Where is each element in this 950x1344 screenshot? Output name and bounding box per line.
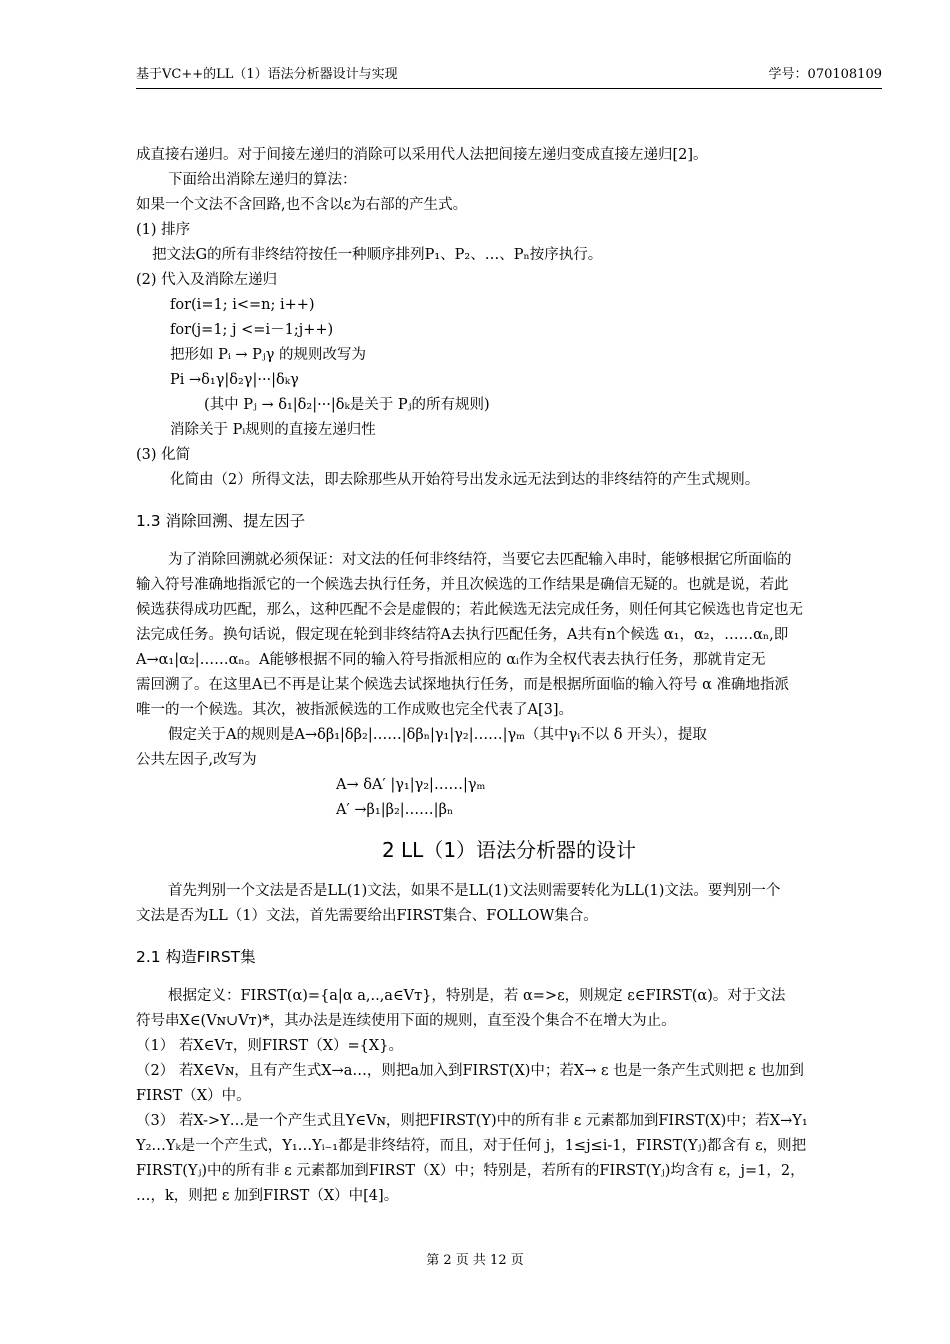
code-line: Pi →δ₁γ|δ₂γ|···|δₖγ	[170, 372, 299, 388]
page-number: 第 2 页 共 12 页	[426, 1253, 524, 1268]
equation-line: A→ δA′ |γ₁|γ₂|……|γₘ	[336, 777, 486, 793]
code-line: for(j=1; j <=i－1;j++)	[170, 322, 334, 338]
code-line: for(i=1; i<=n; i++)	[170, 297, 315, 313]
rule-line: …，k，则把 ε 加到FIRST（X）中[4]。	[136, 1188, 399, 1204]
chapter-heading-2: 2 LL（1）语法分析器的设计	[381, 838, 637, 862]
rule-line: FIRST（X）中。	[136, 1088, 251, 1104]
paragraph-line: 候选获得成功匹配，那么，这种匹配不会是虚假的；若此候选无法完成任务，则任何其它候选也肯定也无	[136, 602, 803, 618]
document-body	[136, 143, 882, 1209]
paragraph-line: 为了消除回溯就必须保证：对文法的任何非终结符，当要它去匹配输入串时，能够根据它所面临的	[168, 552, 792, 568]
paragraph-line: 符号串X∈(Vɴ∪Vᴛ)*，其办法是连续使用下面的规则，直至没个集合不在增大为止。	[136, 1013, 676, 1029]
page-header	[136, 66, 882, 89]
paragraph-line: 首先判别一个文法是否是LL(1)文法，如果不是LL(1)文法则需要转化为LL(1)文法。要判别一个	[168, 883, 781, 899]
paragraph-line: 根据定义：FIRST(α)={a|α a,..,a∈Vᴛ}，特别是，若 α=>ε，则规定 ε∈FIRST(α)。对于文法	[168, 988, 786, 1004]
text-line: 下面给出消除左递归的算法：	[168, 172, 357, 188]
text-line: 如果一个文法不含回路,也不含以ε为右部的产生式。	[136, 197, 468, 213]
rule-line: FIRST(Yⱼ)中的所有非 ε 元素都加到FIRST（X）中；特别是，若所有的FIRST(Yⱼ)均含有 ε，j=1，2，	[136, 1163, 805, 1179]
paragraph-line: 法完成任务。换句话说，假定现在轮到非终结符A去执行匹配任务，A共有n个候选 α₁，α₂，……αₙ,即	[136, 627, 789, 643]
code-line: 消除关于 Pᵢ规则的直接左递归性	[170, 422, 376, 438]
step-heading: (1) 排序	[136, 222, 191, 238]
rule-line: （1） 若X∈Vᴛ，则FIRST（X）={X}。	[136, 1038, 403, 1054]
step-heading: (2) 代入及消除左递归	[136, 272, 278, 288]
equation-line: A′ →β₁|β₂|……|βₙ	[336, 802, 454, 818]
rule-line: Y₂…Yₖ是一个产生式，Y₁…Yᵢ₋₁都是非终结符，而且，对于任何 j，1≤j≤i-1，FIRST(Yⱼ)都含有 ε，则把	[136, 1138, 807, 1154]
paragraph-line: 假定关于A的规则是A→δβ₁|δβ₂|……|δβₙ|γ₁|γ₂|……|γₘ（其中γᵢ不以 δ 开头），提取	[168, 727, 707, 743]
section-heading-2-1: 2.1 构造FIRST集	[136, 948, 256, 966]
paragraph-line: 文法是否为LL（1）文法，首先需要给出FIRST集合、FOLLOW集合。	[136, 908, 598, 924]
code-line: (其中 Pⱼ → δ₁|δ₂|···|δₖ是关于 Pⱼ的所有规则)	[204, 397, 490, 413]
paragraph-line: 输入符号准确地指派它的一个候选去执行任务，并且次候选的工作结果是确信无疑的。也就是说，若此	[136, 577, 789, 593]
header-title: 基于VC++的LL（1）语法分析器设计与实现	[136, 67, 398, 82]
text-line: 成直接右递归。对于间接左递归的消除可以采用代人法把间接左递归变成直接左递归[2]。	[136, 147, 708, 163]
code-line: 把形如 Pᵢ → Pⱼγ 的规则改写为	[170, 347, 367, 363]
step-heading: (3) 化简	[136, 447, 191, 463]
rule-line: （2） 若X∈Vɴ，且有产生式X→a…，则把a加入到FIRST(X)中；若X→ ε 也是一条产生式则把 ε 也加到	[136, 1063, 804, 1079]
paragraph-line: 公共左因子,改写为	[136, 752, 257, 768]
paragraph-line: 唯一的一个候选。其次，被指派候选的工作成败也完全代表了A[3]。	[136, 702, 574, 718]
paragraph-line: A→α₁|α₂|……αₙ。A能够根据不同的输入符号指派相应的 αᵢ作为全权代表去执行任务，那就肯定无	[136, 652, 766, 668]
header-student-id: 学号：070108109	[768, 67, 882, 82]
text-line: 化简由（2）所得文法，即去除那些从开始符号出发永远无法到达的非终结符的产生式规则。	[170, 472, 760, 488]
section-heading-1-3: 1.3 消除回溯、提左因子	[136, 512, 306, 530]
text-line: 把文法G的所有非终结符按任一种顺序排列P₁、P₂、…、Pₙ按序执行。	[152, 247, 603, 263]
paragraph-line: 需回溯了。在这里A已不再是让某个候选去试探地执行任务，而是根据所面临的输入符号 α 准确地指派	[136, 677, 789, 693]
rule-line: （3） 若X->Y…是一个产生式且Y∈Vɴ，则把FIRST(Y)中的所有非 ε 元素都加到FIRST(X)中；若X→Y₁	[136, 1113, 808, 1129]
